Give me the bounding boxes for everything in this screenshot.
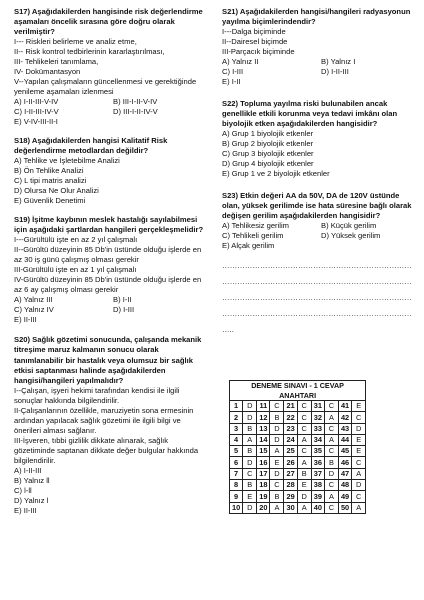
question-number-cell: 32 <box>311 412 324 423</box>
statement: III-İşveren, tıbbi gizlilik dikkate alınarak, sağlık gözetiminde saptanan dikkate değer bulgular hakkında bilgilendirilir. <box>14 435 199 465</box>
statement: II-Çalışanlarının özellikle, maruziyetin sona ermesinin ardından yapılacak sağlık gözetimi ile ilgili bilgi ve önerileri alması sağlanır. <box>14 405 194 435</box>
dotted-line: ………………………………………………………………… <box>222 277 412 287</box>
question-number-cell: 3 <box>230 423 243 434</box>
question-number-cell: 47 <box>338 468 351 479</box>
question-number-cell: 17 <box>257 468 270 479</box>
question-22 <box>222 99 414 179</box>
answer-letter-cell: D <box>243 412 257 423</box>
answer-letter-cell: A <box>270 446 284 457</box>
option-c[interactable]: C) Yalnız IV <box>14 305 54 315</box>
question-number-cell: 46 <box>338 457 351 468</box>
question-number-cell: 48 <box>338 480 351 491</box>
question-number-cell: 45 <box>338 446 351 457</box>
option-b[interactable]: B) Küçük gerilim <box>321 221 377 231</box>
question-title: S21) Aşağıdakilerden hangisi/hangileri radyasyonun yayılma biçimlerindendir? <box>222 7 411 27</box>
statement: III- Tehlikeleri tanımlama, <box>14 57 99 67</box>
answer-key-row <box>230 434 366 445</box>
answer-letter-cell: C <box>324 423 338 434</box>
question-title: S23) Etkin değeri AA da 50V, DA de 120V üstünde olan, yüksek gerilimde ise hata süresine bağlı olarak değişen gerilim aşağıdakilerden hangisidir? <box>222 191 412 221</box>
answer-letter-cell: E <box>297 480 311 491</box>
answer-letter-cell: E <box>243 491 257 502</box>
answer-key-row <box>230 468 366 479</box>
question-number-cell: 34 <box>311 434 324 445</box>
question-number-cell: 44 <box>338 434 351 445</box>
question-number-cell: 4 <box>230 434 243 445</box>
question-number-cell: 26 <box>284 457 297 468</box>
question-number-cell: 30 <box>284 502 297 513</box>
option-a[interactable]: A) Yalnız III <box>14 295 53 305</box>
dotted-line: ………………………………………………………………… <box>222 309 412 319</box>
answer-letter-cell: D <box>270 468 284 479</box>
answer-letter-cell: D <box>352 480 366 491</box>
answer-letter-cell: A <box>297 434 311 445</box>
question-number-cell: 2 <box>230 412 243 423</box>
option-d[interactable]: D) Olursa Ne Olur Analizi <box>14 186 99 196</box>
statement: III-Parçacık biçiminde <box>222 47 295 57</box>
answer-letter-cell: C <box>270 480 284 491</box>
answer-key-row <box>230 491 366 502</box>
answer-letter-cell: B <box>270 491 284 502</box>
question-number-cell: 31 <box>311 401 324 412</box>
answer-key-table <box>229 380 366 514</box>
question-number-cell: 23 <box>284 423 297 434</box>
statement: III-Gürültülü işte en az 1 yıl çalışmalı <box>14 265 137 275</box>
question-number-cell: 42 <box>338 412 351 423</box>
question-number-cell: 37 <box>311 468 324 479</box>
question-21 <box>222 7 414 87</box>
question-number-cell: 35 <box>311 446 324 457</box>
question-number-cell: 36 <box>311 457 324 468</box>
option-d[interactable]: D) III-I-II-IV-V <box>113 107 158 117</box>
question-number-cell: 28 <box>284 480 297 491</box>
question-number-cell: 10 <box>230 502 243 513</box>
question-number-cell: 38 <box>311 480 324 491</box>
option-c[interactable]: C) l-ll <box>14 485 32 495</box>
answer-key-row <box>230 401 366 412</box>
option-d[interactable]: D) I-II-III <box>321 67 349 77</box>
answer-key-row <box>230 457 366 468</box>
option-e[interactable]: E) I-II <box>222 77 241 87</box>
answer-letter-cell: C <box>297 412 311 423</box>
option-e[interactable]: E) Güvenlik Denetimi <box>14 196 86 206</box>
answer-letter-cell: D <box>352 423 366 434</box>
option-c[interactable]: C) L tipi matris analizi <box>14 176 87 186</box>
question-number-cell: 49 <box>338 491 351 502</box>
option-a[interactable]: A) Tehlikesiz gerilim <box>222 221 289 231</box>
question-number-cell: 50 <box>338 502 351 513</box>
statement: II--Dairesel biçimde <box>222 37 288 47</box>
option-a[interactable]: A) Yalnız II <box>222 57 259 67</box>
question-number-cell: 40 <box>311 502 324 513</box>
question-title: S18) Aşağıdakilerden hangisi Kalitatif Risk değerlendirme metodlardan değildir? <box>14 136 168 156</box>
option-e[interactable]: E) II-III <box>14 315 37 325</box>
dotted-line: ………………………………………………………………… <box>222 293 412 303</box>
option-b[interactable]: B) Ön Tehlike Analizi <box>14 166 84 176</box>
question-number-cell: 11 <box>257 401 270 412</box>
answer-letter-cell: A <box>297 502 311 513</box>
answer-letter-cell: D <box>297 491 311 502</box>
answer-letter-cell: B <box>243 446 257 457</box>
question-number-cell: 20 <box>257 502 270 513</box>
question-18 <box>14 136 206 206</box>
question-title: S22) Topluma yayılma riski bulunabilen ancak genellikle etkili korunma veya tedavi imkânı olan biyolojik etken aşağıdakilerden hangisidir? <box>222 99 398 129</box>
answer-letter-cell: A <box>243 434 257 445</box>
answer-letter-cell: C <box>270 401 284 412</box>
answer-letter-cell: E <box>270 457 284 468</box>
answer-letter-cell: C <box>352 491 366 502</box>
statement: I---Dalga biçiminde <box>222 27 286 37</box>
right-column <box>222 7 414 335</box>
option-e[interactable]: E) Grup 1 ve 2 biyolojik etkenler <box>222 169 330 179</box>
answer-letter-cell: B <box>243 423 257 434</box>
question-number-cell: 16 <box>257 457 270 468</box>
statement: V--Yapılan çalışmaların güncellenmesi ve gerektiğinde yenileme aşamaları izlenmesi <box>14 77 197 97</box>
answer-letter-cell: C <box>297 446 311 457</box>
answer-letter-cell: B <box>243 480 257 491</box>
answer-letter-cell: C <box>324 401 338 412</box>
answer-letter-cell: C <box>352 412 366 423</box>
question-title: S19) İşitme kaybının meslek hastalığı sayılabilmesi için aşağıdaki şartlardan hangileri gerçekleşmelidir? <box>14 215 204 235</box>
answer-letter-cell: A <box>324 491 338 502</box>
question-number-cell: 18 <box>257 480 270 491</box>
question-number-cell: 7 <box>230 468 243 479</box>
statement: I--Çalışan, işyeri hekimi tarafından kendisi ile ilgili sonuçlar hakkında bilgilendirilir. <box>14 385 180 405</box>
option-d[interactable]: D) Grup 4 biyolojik etkenler <box>222 159 314 169</box>
question-number-cell: 29 <box>284 491 297 502</box>
answer-letter-cell: D <box>243 401 257 412</box>
answer-letter-cell: D <box>270 423 284 434</box>
option-d[interactable]: D) I-III <box>113 305 135 315</box>
question-19 <box>14 215 206 325</box>
answer-letter-cell: E <box>352 446 366 457</box>
question-number-cell: 8 <box>230 480 243 491</box>
question-title: S17) Aşağıdakilerden hangisinde risk değerlendirme aşamaları öncelik sırasına göre doğru olarak verilmiştir? <box>14 7 203 37</box>
option-d[interactable]: D) Yüksek gerilim <box>321 231 381 241</box>
answer-letter-cell: B <box>270 412 284 423</box>
option-c[interactable]: C) Tehlikeli gerilim <box>222 231 284 241</box>
answer-key-row <box>230 423 366 434</box>
question-number-cell: 39 <box>311 491 324 502</box>
answer-key-title: DENEME SINAVI - 1 CEVAP ANAHTARI <box>230 381 366 401</box>
question-23 <box>222 191 414 251</box>
option-c[interactable]: C) I-III <box>222 67 244 77</box>
option-b[interactable]: B) III-I-II-V-IV <box>113 97 158 107</box>
question-number-cell: 1 <box>230 401 243 412</box>
question-number-cell: 41 <box>338 401 351 412</box>
answer-letter-cell: B <box>324 457 338 468</box>
answer-letter-cell: A <box>352 468 366 479</box>
question-number-cell: 25 <box>284 446 297 457</box>
question-number-cell: 33 <box>311 423 324 434</box>
option-e[interactable]: E) Alçak gerilim <box>222 241 275 251</box>
answer-letter-cell: D <box>243 457 257 468</box>
answer-key-row <box>230 480 366 491</box>
answer-letter-cell: C <box>297 423 311 434</box>
answer-letter-cell: A <box>297 457 311 468</box>
question-20 <box>14 335 206 515</box>
option-c[interactable]: C) I-II-III-IV-V <box>14 107 59 117</box>
dotted-line: ………………………………………………………………… <box>222 261 412 271</box>
question-number-cell: 5 <box>230 446 243 457</box>
answer-letter-cell: D <box>243 502 257 513</box>
option-a[interactable]: A) Grup 1 biyolojik etkenler <box>222 129 314 139</box>
answer-key-body <box>230 401 366 514</box>
answer-letter-cell: D <box>270 434 284 445</box>
option-c[interactable]: C) Grup 3 biyolojik etkenler <box>222 149 314 159</box>
statement: IV- Dokümantasyon <box>14 67 81 77</box>
question-number-cell: 24 <box>284 434 297 445</box>
answer-letter-cell: D <box>324 468 338 479</box>
option-a[interactable]: A) Tehlike ve İşletebilme Analizi <box>14 156 120 166</box>
answer-letter-cell: A <box>352 502 366 513</box>
answer-letter-cell: C <box>324 502 338 513</box>
answer-letter-cell: A <box>324 412 338 423</box>
answer-letter-cell: C <box>297 401 311 412</box>
question-number-cell: 27 <box>284 468 297 479</box>
answer-letter-cell: E <box>352 434 366 445</box>
answer-letter-cell: A <box>324 434 338 445</box>
answer-letter-cell: C <box>324 446 338 457</box>
question-number-cell: 13 <box>257 423 270 434</box>
left-column <box>14 7 206 524</box>
option-a[interactable]: A) I-II-III-V-IV <box>14 97 59 107</box>
answer-key-row <box>230 412 366 423</box>
option-e[interactable]: E) V-IV-III-II-I <box>14 117 58 127</box>
statement: II-- Risk kontrol tedbirlerinin kararlaştırılması, <box>14 47 165 57</box>
answer-letter-cell: C <box>324 480 338 491</box>
answer-letter-cell: E <box>352 401 366 412</box>
option-e[interactable]: E) II-III <box>14 505 37 515</box>
option-b[interactable]: B) Grup 2 biyolojik etkenler <box>222 139 314 149</box>
question-number-cell: 14 <box>257 434 270 445</box>
question-17 <box>14 7 206 127</box>
statement: I---Gürültülü işte en az 2 yıl çalışmalı <box>14 235 138 245</box>
option-b[interactable]: B) Yalnız I <box>321 57 356 67</box>
answer-key-row <box>230 502 366 513</box>
question-number-cell: 9 <box>230 491 243 502</box>
answer-lines <box>222 261 414 335</box>
option-d[interactable]: D) Yalnız l <box>14 495 49 505</box>
question-number-cell: 22 <box>284 412 297 423</box>
statement: I--- Riskleri belirleme ve analiz etme, <box>14 37 137 47</box>
question-number-cell: 6 <box>230 457 243 468</box>
question-number-cell: 19 <box>257 491 270 502</box>
question-number-cell: 21 <box>284 401 297 412</box>
statement: II--Gürültü düzeyinin 85 Db'in üstünde olduğu işlerde en az 30 iş günü çalışmış olması gerekir <box>14 245 202 265</box>
answer-letter-cell: C <box>352 457 366 468</box>
answer-letter-cell: A <box>270 502 284 513</box>
answer-letter-cell: C <box>243 468 257 479</box>
answer-key-row <box>230 446 366 457</box>
statement: IV-Gürültü düzeyinin 85 Db'in üstünde olduğu işlerde en az 6 ay çalışmış olması gerekir <box>14 275 202 295</box>
dotted-line: ….. <box>222 325 234 335</box>
question-number-cell: 43 <box>338 423 351 434</box>
answer-letter-cell: B <box>297 468 311 479</box>
question-number-cell: 12 <box>257 412 270 423</box>
question-number-cell: 15 <box>257 446 270 457</box>
question-title: S20) Sağlık gözetimi sonucunda, çalışanda mekanik titreşime maruz kalmanın sonucu olarak tanımlanabilir bir hastalık veya olumsuz bir sağlık etkisi saptanması halinde aşağıdakilerden hangisi/hangileri yapılmalıdır? <box>14 335 202 385</box>
option-a[interactable]: A) I-II-III <box>14 465 42 475</box>
option-b[interactable]: B) I-II <box>113 295 132 305</box>
option-b[interactable]: B) Yalnız ll <box>14 475 50 485</box>
